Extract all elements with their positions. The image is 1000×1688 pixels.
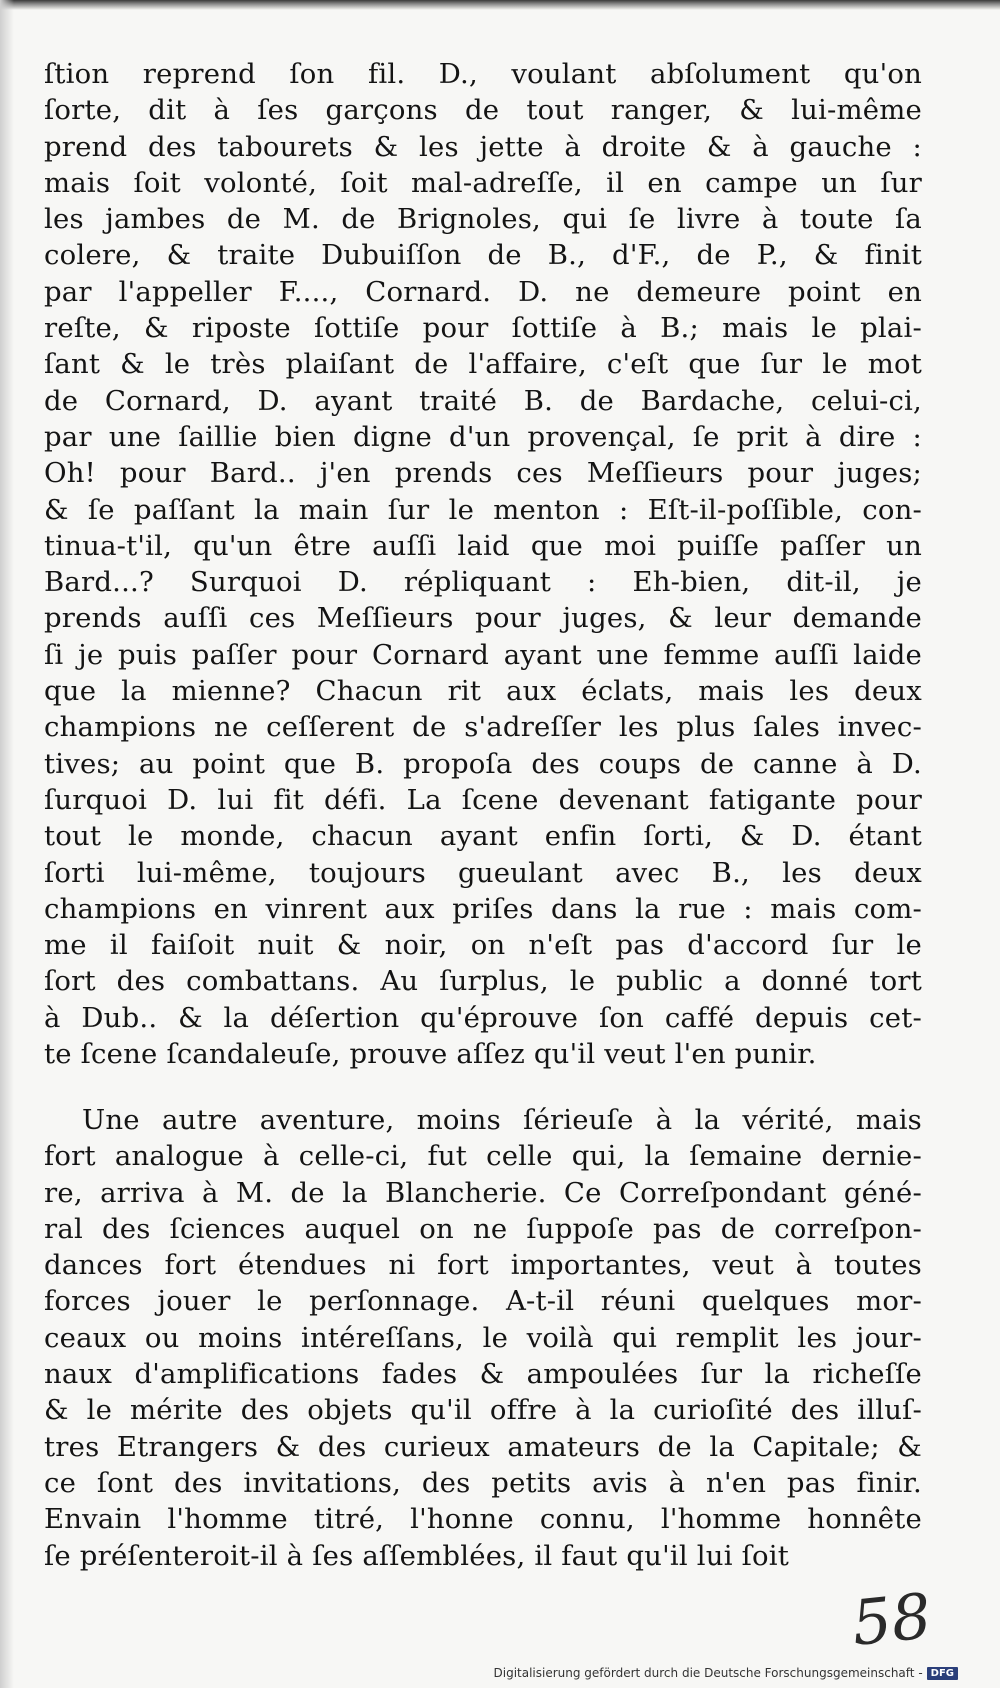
text-line: naux d'amplifications fades & ampoulées ſur la richeſſe [44,1358,922,1391]
text-line: à Dub.. & la déſertion qu'éprouve ſon caffé depuis cet- [44,1001,922,1034]
text-line: te ſcene ſcandaleuſe, prouve aſſez qu'il veut l'en punir. [44,1038,817,1071]
text-line: ſort des combattans. Au ſurplus, le public a donné tort [44,965,922,998]
credit-text: Digitalisierung gefördert durch die Deutsche Forschungsgemeinschaft - [493,1666,923,1680]
text-line: fort analogue à celle-ci, fut celle qui, la ſemaine dernie- [44,1140,922,1173]
text-line: prend des tabourets & les jette à droite & à gauche : [44,130,922,163]
text-line: ceaux ou moins intéreſſans, le voilà qui remplit les jour- [44,1321,922,1354]
text-line: ſurquoi D. lui fit défi. La ſcene devenant fatigante pour [44,783,922,816]
text-line: tout le monde, chacun ayant enfin ſorti, & D. étant [44,820,922,853]
text-line: Bard...? Surquoi D. répliquant : Eh-bien, dit-il, je [44,566,922,599]
text-line: & ſe paſſant la main ſur le menton : Eſt-il-poſſible, con- [44,493,922,526]
text-line: ſi je puis paſſer pour Cornard ayant une femme auſſi laide [44,638,922,671]
text-line: de Cornard, D. ayant traité B. de Bardache, celui-ci, [44,384,922,417]
dfg-logo: DFG [927,1667,958,1680]
text-line: ce ſont des invitations, des petits avis à n'en pas finir. [44,1466,922,1499]
text-line: par l'appeller F...., Cornard. D. ne demeure point en [44,275,922,308]
paragraph-2 [44,1102,922,1574]
text-line: colere, & traite Dubuiſſon de B., d'F., de P., & finit [44,239,922,272]
scan-gutter-shadow [0,0,14,1688]
text-line: champions ne ceſſerent de s'adreſſer les plus ſales invec- [44,711,922,744]
text-line: par une ſaillie bien digne d'un provençal, ſe prit à dire : [44,420,922,453]
text-line: forces jouer le perſonnage. A-t-il réuni quelques mor- [44,1285,922,1318]
text-line: & le mérite des objets qu'il offre à la curioſité des illuſ- [44,1394,922,1427]
text-line: reſte, & riposte ſottiſe pour ſottiſe à B.; mais le plai- [44,312,922,345]
text-line: re, arriva à M. de la Blancherie. Ce Correſpondant géné- [44,1176,922,1209]
text-line: que la mienne? Chacun rit aux éclats, mais les deux [44,675,922,708]
scan-edge-shadow [0,0,1000,10]
text-line: Envain l'homme titré, l'honne connu, l'homme honnête [44,1503,922,1536]
page-number: 58 [848,1579,935,1660]
text-line: me il faiſoit nuit & noir, on n'eſt pas d'accord ſur le [44,929,922,962]
text-line: mais ſoit volonté, ſoit mal-adreſſe, il en campe un ſur [44,166,922,199]
paragraph-1 [44,56,922,1072]
text-line: ral des ſciences auquel on ne ſuppoſe pas de correſpon- [44,1212,922,1245]
text-line: tres Etrangers & des curieux amateurs de la Capitale; & [44,1430,922,1463]
digitization-credit [494,1666,959,1680]
text-line: dances fort étendues ni fort importantes, veut à toutes [44,1249,922,1282]
text-line: Une autre aventure, moins ſérieuſe à la vérité, mais [82,1104,922,1136]
text-line: tives; au point que B. propoſa des coups de canne à D. [44,747,922,780]
text-line: ſant & le très plaiſant de l'affaire, c'eſt que ſur le mot [44,348,922,381]
text-line: champions en vinrent aux priſes dans la rue : mais com- [44,892,922,925]
text-line: ſorte, dit à ſes garçons de tout ranger, & lui-même [44,94,922,127]
text-line: tinua-t'il, qu'un être auſſi laid que moi puiſſe paſſer un [44,529,922,562]
text-line: prends auſſi ces Meſſieurs pour juges, & leur demande [44,602,922,635]
text-line: Oh! pour Bard.. j'en prends ces Meſſieurs pour juges; [44,457,922,490]
text-line: ſe préſenteroit-il à ſes aſſemblées, il faut qu'il lui ſoit [44,1539,790,1572]
text-line: ſtion reprend ſon fil. D., voulant abſolument qu'on [44,58,922,90]
text-line: ſorti lui-même, toujours gueulant avec B., les deux [44,856,922,889]
text-line: les jambes de M. de Brignoles, qui ſe livre à toute ſa [44,203,922,236]
